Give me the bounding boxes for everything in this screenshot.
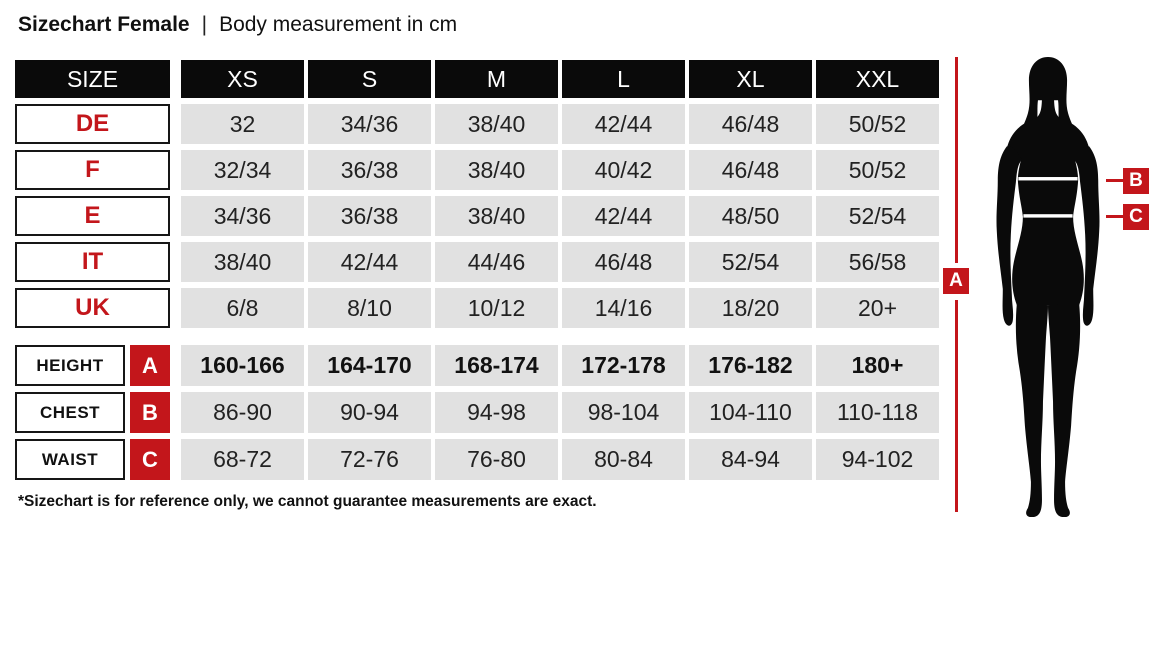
header-cells	[181, 60, 939, 98]
title-separator: |	[201, 13, 208, 36]
table-cell: 80-84	[562, 439, 685, 480]
table-cell: 168-174	[435, 345, 558, 386]
table-cell: 38/40	[435, 104, 558, 144]
marker-b-tick	[1106, 179, 1124, 182]
header-cell-xl: XL	[689, 60, 812, 98]
table-cell: 86-90	[181, 392, 304, 433]
measure-label-height: HEIGHT	[15, 345, 125, 386]
table-row-height	[15, 345, 939, 386]
table-row-f	[15, 150, 939, 190]
region-label-it: IT	[15, 242, 170, 282]
row-cells	[181, 242, 939, 282]
footnote: *Sizechart is for reference only, we cannot guarantee measurements are exact.	[18, 493, 597, 510]
title-main: Sizechart Female	[18, 13, 190, 36]
row-cells	[181, 288, 939, 328]
table-cell: 6/8	[181, 288, 304, 328]
size-table	[15, 60, 939, 486]
table-cell: 36/38	[308, 150, 431, 190]
region-label-f: F	[15, 150, 170, 190]
header-cell-xs: XS	[181, 60, 304, 98]
marker-a-badge: A	[943, 268, 969, 294]
table-cell: 84-94	[689, 439, 812, 480]
table-cell: 52/54	[689, 242, 812, 282]
table-cell: 110-118	[816, 392, 939, 433]
chest-line	[1018, 177, 1077, 180]
table-cell: 98-104	[562, 392, 685, 433]
table-cell: 104-110	[689, 392, 812, 433]
table-cell: 52/54	[816, 196, 939, 236]
table-cell: 8/10	[308, 288, 431, 328]
header-cell-l: L	[562, 60, 685, 98]
table-cell: 180+	[816, 345, 939, 386]
page-title	[18, 13, 457, 37]
marker-c-table: C	[130, 439, 170, 480]
marker-a-table: A	[130, 345, 170, 386]
marker-b-table: B	[130, 392, 170, 433]
table-cell: 32/34	[181, 150, 304, 190]
table-cell: 94-102	[816, 439, 939, 480]
row-cells	[181, 439, 939, 480]
table-cell: 76-80	[435, 439, 558, 480]
row-cells	[181, 345, 939, 386]
header-cell-s: S	[308, 60, 431, 98]
region-label-de: DE	[15, 104, 170, 144]
region-label-uk: UK	[15, 288, 170, 328]
marker-b-badge: B	[1123, 168, 1149, 194]
measure-label-waist: WAIST	[15, 439, 125, 480]
table-cell: 160-166	[181, 345, 304, 386]
table-cell: 50/52	[816, 104, 939, 144]
table-cell: 34/36	[181, 196, 304, 236]
table-cell: 46/48	[689, 150, 812, 190]
table-row-waist	[15, 439, 939, 480]
table-cell: 34/36	[308, 104, 431, 144]
height-line-top	[955, 57, 958, 263]
header-cell-m: M	[435, 60, 558, 98]
table-row-de	[15, 104, 939, 144]
table-row-chest	[15, 392, 939, 433]
table-cell: 36/38	[308, 196, 431, 236]
marker-c-tick	[1106, 215, 1124, 218]
waist-line	[1023, 214, 1072, 217]
marker-c-badge: C	[1123, 204, 1149, 230]
height-line-bottom	[955, 300, 958, 512]
table-cell: 18/20	[689, 288, 812, 328]
table-cell: 176-182	[689, 345, 812, 386]
measure-label-chest: CHEST	[15, 392, 125, 433]
table-cell: 56/58	[816, 242, 939, 282]
table-cell: 72-76	[308, 439, 431, 480]
row-cells	[181, 150, 939, 190]
table-cell: 46/48	[562, 242, 685, 282]
row-cells	[181, 392, 939, 433]
table-cell: 42/44	[562, 104, 685, 144]
table-cell: 164-170	[308, 345, 431, 386]
table-row-e	[15, 196, 939, 236]
table-header-row	[15, 60, 939, 98]
table-cell: 40/42	[562, 150, 685, 190]
region-label-e: E	[15, 196, 170, 236]
table-cell: 94-98	[435, 392, 558, 433]
header-cell-xxl: XXL	[816, 60, 939, 98]
table-cell: 14/16	[562, 288, 685, 328]
table-cell: 172-178	[562, 345, 685, 386]
table-cell: 38/40	[181, 242, 304, 282]
table-cell: 10/12	[435, 288, 558, 328]
table-cell: 42/44	[308, 242, 431, 282]
table-cell: 50/52	[816, 150, 939, 190]
table-cell: 48/50	[689, 196, 812, 236]
table-cell: 42/44	[562, 196, 685, 236]
row-cells	[181, 196, 939, 236]
table-cell: 90-94	[308, 392, 431, 433]
table-row-it	[15, 242, 939, 282]
header-cell-size: SIZE	[15, 60, 170, 98]
table-cell: 38/40	[435, 150, 558, 190]
table-cell: 32	[181, 104, 304, 144]
row-cells	[181, 104, 939, 144]
table-cell: 68-72	[181, 439, 304, 480]
female-silhouette	[992, 55, 1104, 517]
table-cell: 44/46	[435, 242, 558, 282]
table-cell: 20+	[816, 288, 939, 328]
title-subtitle: Body measurement in cm	[219, 13, 458, 36]
table-row-uk	[15, 288, 939, 328]
table-cell: 38/40	[435, 196, 558, 236]
table-cell: 46/48	[689, 104, 812, 144]
